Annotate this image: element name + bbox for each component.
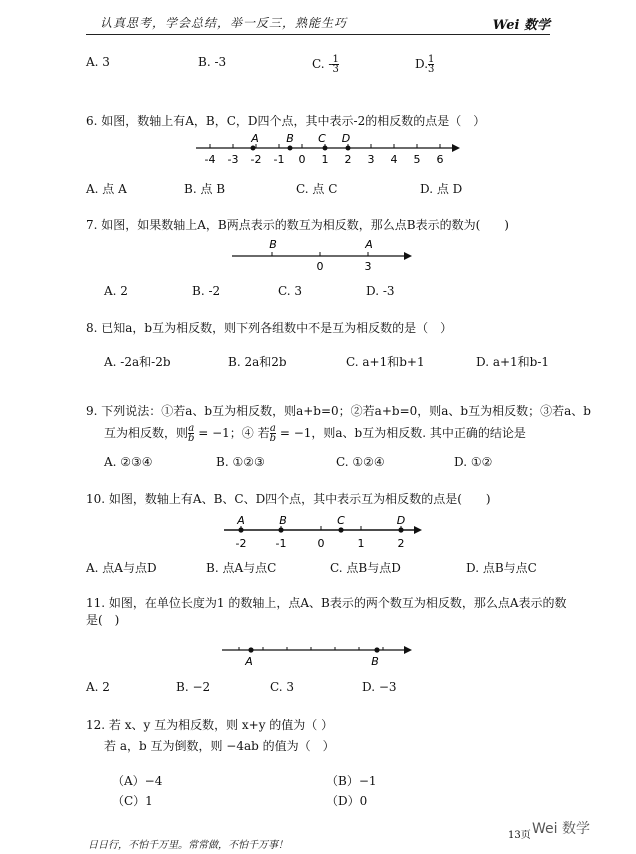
q11-line2: 是( ) bbox=[86, 613, 120, 627]
q6-point-c bbox=[323, 146, 328, 151]
q10-text: 10. 如图，数轴上有A、B、C、D四个点，其中表示互为相反数的点是( ) bbox=[86, 492, 491, 506]
q8-text: 8. 已知a，b互为相反数，则下列各组数中不是互为相反数的是（ ） bbox=[86, 321, 453, 335]
q6-tick-label: 1 bbox=[321, 153, 329, 166]
q6-tick-label: 3 bbox=[367, 153, 375, 166]
q5-d-num: 1 bbox=[428, 54, 435, 65]
q12-line2: 若 a，b 互为倒数，则 −4ab 的值为（ ） bbox=[104, 739, 335, 753]
q6-tick-label: 5 bbox=[413, 153, 421, 166]
q10-option-d: D. 点B与点C bbox=[466, 561, 537, 575]
q11-point-a bbox=[248, 647, 253, 652]
q11-point-label: B bbox=[371, 655, 379, 668]
q6-option-a: A. 点 A bbox=[86, 182, 127, 196]
q6-option-d: D. 点 D bbox=[420, 182, 463, 196]
q10-point-label: A bbox=[237, 514, 245, 527]
q5-option-c: C. - $\frac{1}{3}$ bbox=[312, 54, 339, 75]
q6-tick-label: 4 bbox=[390, 153, 398, 166]
q9-frac1-num: a bbox=[188, 423, 195, 434]
q9-option-a: A. ②③④ bbox=[104, 455, 153, 469]
q10-point-label: B bbox=[279, 514, 287, 527]
q6-number-line bbox=[190, 132, 460, 172]
q8-option-b: B. 2a和2b bbox=[228, 355, 287, 369]
q12-option-a: （A）−4 bbox=[112, 774, 163, 788]
q9-option-c: C. ①②④ bbox=[336, 455, 385, 469]
q10-number-line bbox=[220, 512, 424, 554]
q10-option-c: C. 点B与点D bbox=[330, 561, 401, 575]
q9-frac1-den: b bbox=[188, 433, 195, 444]
q11-option-d: D. −3 bbox=[362, 680, 397, 694]
q6-point-label: A bbox=[251, 132, 259, 145]
q9-frac2-den: b bbox=[269, 433, 277, 444]
q10-tick-label: 1 bbox=[357, 537, 365, 550]
q9-frac2-num: a bbox=[269, 423, 276, 434]
q6-point-label: B bbox=[286, 132, 294, 145]
q6-tick-label: 2 bbox=[344, 153, 352, 166]
q10-option-b: B. 点A与点C bbox=[206, 561, 277, 575]
q9-line2: 互为相反数，则 $\frac{a}{b}$ = −1；④ 若 $\frac{a}{b}$ = −1，则a、b互为相反数. 其中正确的结论是 bbox=[104, 423, 526, 444]
q11-option-a: A. 2 bbox=[86, 680, 110, 694]
header-brand: Wei 数学 bbox=[492, 18, 550, 33]
q7-option-b: B. -2 bbox=[192, 284, 221, 298]
q8-option-d: D. a+1和b-1 bbox=[476, 355, 550, 369]
q8-option-c: C. a+1和b+1 bbox=[346, 355, 425, 369]
page-number: 13页 bbox=[508, 830, 531, 841]
q11-point-label: A bbox=[245, 655, 253, 668]
q7-point-label: A bbox=[365, 238, 373, 251]
watermark: Wei 数学 bbox=[532, 821, 590, 837]
q9-option-d: D. ①② bbox=[454, 455, 493, 469]
q6-tick-label: 0 bbox=[298, 153, 306, 166]
q7-option-d: D. -3 bbox=[366, 284, 395, 298]
q10-point-b bbox=[278, 527, 283, 532]
q12-option-c: （C）1 bbox=[112, 794, 153, 808]
q6-point-label: C bbox=[318, 132, 326, 145]
q11-number-line bbox=[218, 638, 414, 670]
q9-line1: 9. 下列说法：①若a、b互为相反数，则a+b=0；②若a+b=0，则a、b互为相反数；③若a、b bbox=[86, 404, 591, 418]
q12-line1: 12. 若 x、y 互为相反数，则 x+y 的值为（ ） bbox=[86, 718, 334, 732]
q11-option-b: B. −2 bbox=[176, 680, 211, 694]
q11-line1: 11. 如图，在单位长度为1 的数轴上，点A、B表示的两个数互为相反数，那么点A表示的数 bbox=[86, 596, 567, 610]
q12-option-d: （D）0 bbox=[326, 794, 368, 808]
q7-point-label: B bbox=[269, 238, 277, 251]
q11-point-b bbox=[374, 647, 379, 652]
q6-tick-label: -3 bbox=[227, 153, 239, 166]
header-rule bbox=[86, 34, 550, 35]
q7-tick-label: 3 bbox=[364, 260, 372, 273]
q8-option-a: A. -2a和-2b bbox=[104, 355, 171, 369]
q10-tick-label: 0 bbox=[317, 537, 325, 550]
q10-option-a: A. 点A与点D bbox=[86, 561, 157, 575]
q10-point-label: C bbox=[337, 514, 345, 527]
q7-option-c: C. 3 bbox=[278, 284, 303, 298]
q12-option-b: （B）−1 bbox=[326, 774, 377, 788]
q5-option-d: D. $\frac{1}{3}$ bbox=[415, 54, 435, 75]
q5-option-a: A. 3 bbox=[86, 55, 110, 69]
q5-c-num: 1 bbox=[332, 54, 339, 65]
q7-tick-label: 0 bbox=[316, 260, 324, 273]
q5-c-den: 3 bbox=[332, 64, 339, 75]
q6-option-b: B. 点 B bbox=[184, 182, 226, 196]
q5-option-b: B. -3 bbox=[198, 55, 227, 69]
q6-point-label: D bbox=[341, 132, 351, 145]
q6-point-d bbox=[346, 146, 351, 151]
q6-point-a bbox=[251, 146, 256, 151]
q10-point-a bbox=[238, 527, 243, 532]
q6-text: 6. 如图，数轴上有A，B，C，D四个点，其中表示-2的相反数的点是（ ） bbox=[86, 114, 486, 128]
q7-option-a: A. 2 bbox=[104, 284, 128, 298]
q10-point-c bbox=[338, 527, 343, 532]
q10-point-label: D bbox=[396, 514, 406, 527]
q6-point-b bbox=[288, 146, 293, 151]
q6-tick-label: 6 bbox=[436, 153, 444, 166]
q10-tick-label: 2 bbox=[397, 537, 405, 550]
footer-motto: 日日行，不怕千万里。常常做，不怕千万事！ bbox=[88, 840, 288, 851]
q6-option-c: C. 点 C bbox=[296, 182, 338, 196]
q6-tick-label: -1 bbox=[273, 153, 285, 166]
q5-d-den: 3 bbox=[428, 64, 435, 75]
q10-point-d bbox=[398, 527, 403, 532]
q9-option-b: B. ①②③ bbox=[216, 455, 265, 469]
q6-tick-label: -4 bbox=[204, 153, 216, 166]
q10-tick-label: -2 bbox=[235, 537, 247, 550]
header-motto: 认真思考，学会总结，举一反三，熟能生巧 bbox=[100, 16, 348, 30]
q6-tick-label: -2 bbox=[250, 153, 262, 166]
q11-option-c: C. 3 bbox=[270, 680, 295, 694]
q7-number-line bbox=[228, 236, 414, 276]
q10-tick-label: -1 bbox=[275, 537, 287, 550]
q7-text: 7. 如图，如果数轴上A，B两点表示的数互为相反数，那么点B表示的数为( ) bbox=[86, 218, 509, 232]
